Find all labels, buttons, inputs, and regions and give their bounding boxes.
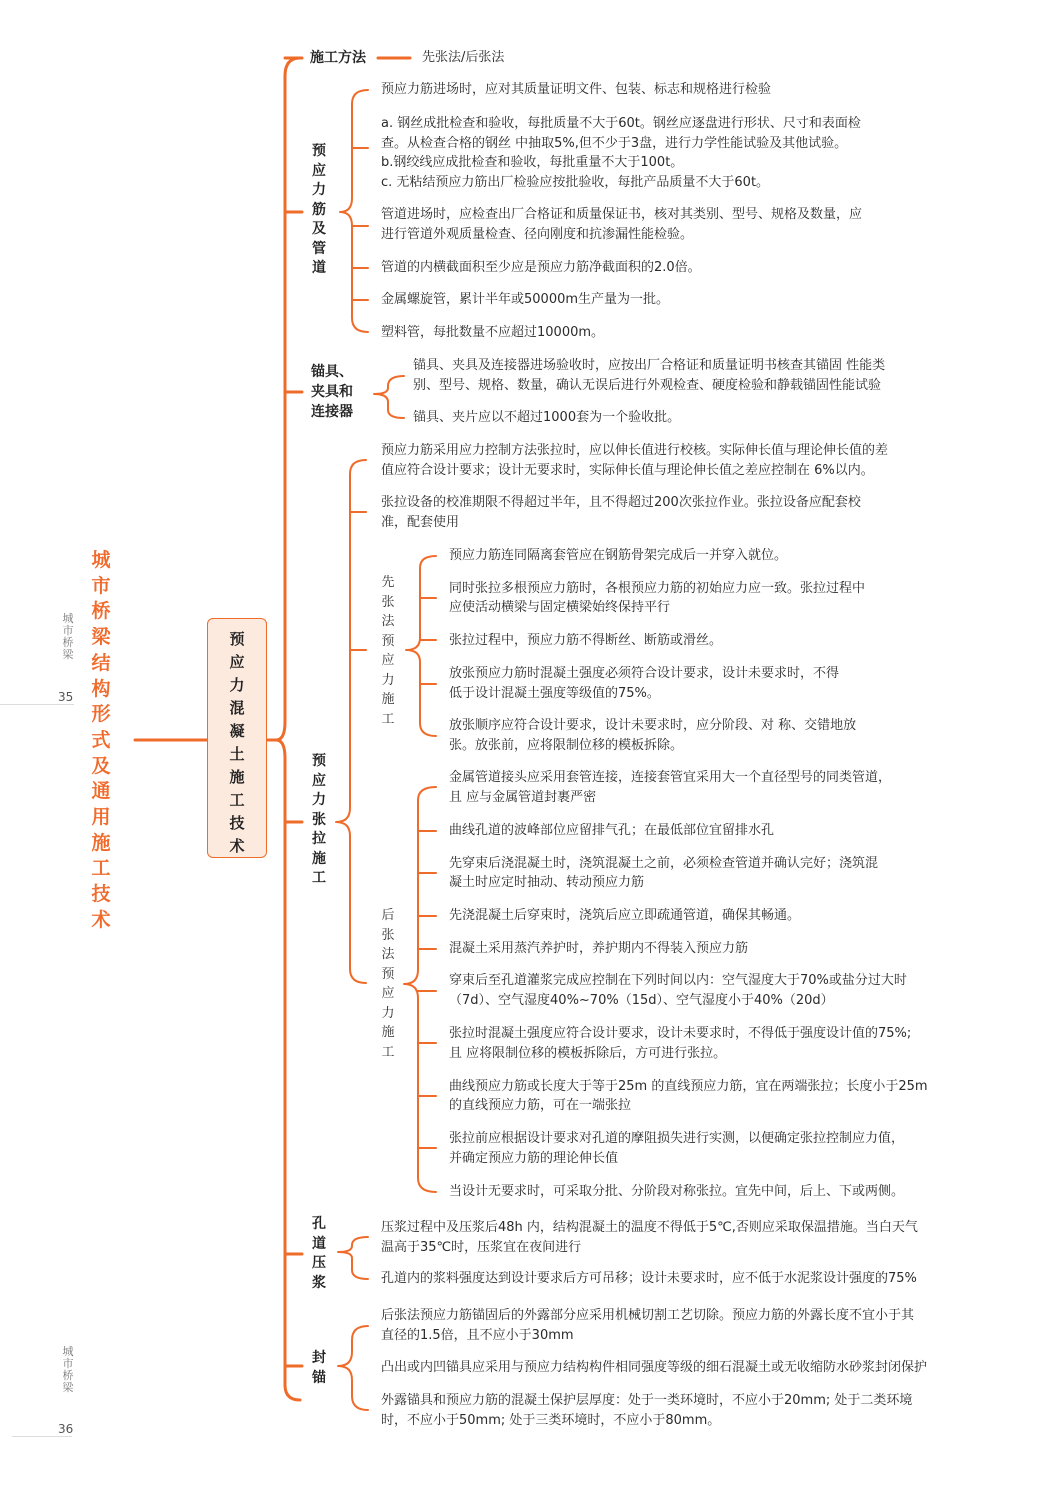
pre-tension-item: 同时张拉多根预应力筋时，各根预应力筋的初始应力应一致。张拉过程中 <box>449 581 866 596</box>
side-label-page36: 城市桥梁 <box>62 1345 74 1394</box>
sealing-item: 凸出或内凹锚具应采用与预应力结构构件相同强度等级的细石混凝土或无收缩防水砂浆封闭保护 <box>381 1360 928 1375</box>
sealing-item: 外露锚具和预应力筋的混凝土保护层厚度：处于一类环境时，不应小于20mm; 处于二类环境 <box>381 1393 913 1408</box>
pre-tension-item: 张。放张前，应将限制位移的模板拆除。 <box>449 738 684 753</box>
branch-label-grouting: 孔道压浆 <box>312 1216 326 1291</box>
grouting-bracket <box>338 1237 368 1279</box>
branch-label-method: 施工方法 <box>310 50 366 66</box>
sealing-item: 时，不应小于50mm; 处于三类环境时，不应小于80mm。 <box>381 1413 721 1428</box>
sealing-item: 后张法预应力筋锚固后的外露部分应采用机械切割工艺切除。预应力筋的外露长度不宜小于其 <box>381 1308 915 1323</box>
post-tension-item: 的直线预应力筋，可在一端张拉 <box>449 1098 632 1113</box>
post-tension-item: 当设计无要求时，可采取分批、分阶段对称张拉。宜先中间，后上、下或两侧。 <box>449 1184 905 1199</box>
pre-tension-item: 低于设计混凝土强度等级值的75%。 <box>449 686 660 701</box>
page-number-35: 35 <box>58 690 74 704</box>
post-bracket <box>404 787 436 1192</box>
tension-item: 预应力筋采用应力控制方法张拉时，应以伸长值进行校核。实际伸长值与理论伸长值的差 <box>381 443 889 458</box>
tension-item: 张拉设备的校准期限不得超过半年，且不得超过200次张拉作业。张拉设备应配套校 <box>381 495 861 510</box>
post-tension-item: 穿束后至孔道灌浆完成应控制在下列时间以内：空气湿度大于70%或盐分过大时 <box>449 973 907 988</box>
anchors-item: 锚具、夹具及连接器进场验收时，应按出厂合格证和质量证明书核查其锚固 性能类 <box>413 358 886 373</box>
tendons-item: 管道的内横截面积至少应是预应力筋净截面积的2.0倍。 <box>381 260 701 275</box>
branch-label-anchors-line3: 连接器 <box>311 404 353 420</box>
tendons-item: a. 钢丝成批检查和验收，每批质量不大于60t。钢丝应逐盘进行形状、尺寸和表面检 <box>381 116 861 131</box>
page-number-36: 36 <box>58 1422 74 1436</box>
post-tension-item: 张拉时混凝土强度应符合设计要求，设计未要求时，不得低于强度设计值的75%; <box>449 1026 912 1041</box>
main-bracket <box>276 58 300 1400</box>
root-title: 城市桥梁结构形式及通用施工技术 <box>91 549 111 931</box>
tendons-item: 塑料管，每批数量不应超过10000m。 <box>381 325 605 340</box>
tendons-item: 金属螺旋管，累计半年或50000m生产量为一批。 <box>381 292 670 307</box>
pre-bracket <box>406 556 436 736</box>
grouting-item: 温高于35℃时，压浆宜在夜间进行 <box>381 1240 582 1255</box>
anchors-item: 锚具、夹片应以不超过1000套为一个验收批。 <box>413 410 681 425</box>
pre-tension-item: 放张预应力筋时混凝土强度必须符合设计要求，设计未要求时，不得 <box>449 666 840 681</box>
pre-tension-item: 预应力筋连同隔离套管应在钢筋骨架完成后一并穿入就位。 <box>449 548 788 563</box>
post-tension-item: 张拉前应根据设计要求对孔道的摩阻损失进行实测，以便确定张拉控制应力值， <box>449 1131 905 1146</box>
tendons-item: 管道进场时，应检查出厂合格证和质量保证书，核对其类别、型号、规格及数量，应 <box>381 207 863 222</box>
post-tension-item: 先浇混凝土后穿束时，浇筑后应立即疏通管道，确保其畅通。 <box>449 908 801 923</box>
post-tension-item: 金属管道接头应采用套管连接，连接套管宜采用大一个直径型号的同类管道， <box>449 770 892 785</box>
post-tension-item: 并确定预应力筋的理论伸长值 <box>449 1151 619 1166</box>
tendons-item: 查。从检查合格的钢丝 中抽取5%,但不少于3盘，进行力学性能试验及其他试验。 <box>381 136 848 151</box>
pre-tension-item: 应使活动横梁与固定横梁始终保持平行 <box>449 600 671 615</box>
pre-tension-item: 张拉过程中，预应力筋不得断丝、断筋或滑丝。 <box>449 633 723 648</box>
sub-label-pre-tension: 先张法预应力施工 <box>381 575 395 727</box>
grouting-item: 压浆过程中及压浆后48h 内，结构混凝土的温度不得低于5℃,否则应采取保温措施。当白天气 <box>381 1220 918 1235</box>
post-tension-item: 曲线孔道的波峰部位应留排气孔；在最低部位宜留排水孔 <box>449 823 775 838</box>
grouting-item: 孔道内的浆料强度达到设计要求后方可吊移；设计未要求时，应不低于水泥浆设计强度的75% <box>381 1271 917 1286</box>
post-tension-item: 先穿束后浇混凝土时，浇筑混凝土之前，必须检查管道并确认完好；浇筑混 <box>449 856 879 871</box>
tendons-item: 预应力筋进场时，应对其质量证明文件、包装、标志和规格进行检验 <box>381 82 772 97</box>
sealing-item: 直径的1.5倍，且不应小于30mm <box>381 1328 574 1343</box>
branch-label-anchors-line1: 锚具、 <box>311 364 353 380</box>
method-item: 先张法/后张法 <box>422 50 505 65</box>
page36-divider <box>12 1436 72 1437</box>
branch-label-tension: 预应力张拉施工 <box>312 753 326 886</box>
tension-item: 值应符合设计要求；设计无要求时，实际伸长值与理论伸长值之差应控制在 6%以内。 <box>381 463 874 478</box>
sub-label-post-tension: 后张法预应力施工 <box>381 908 395 1060</box>
post-tension-item: 且 应将限制位移的模板拆除后，方可进行张拉。 <box>449 1046 727 1061</box>
anchors-item: 别、型号、规格、数量，确认无误后进行外观检查、硬度检验和静载锚固性能试验 <box>413 378 882 393</box>
tendons-bracket <box>340 90 368 332</box>
branch-label-tendons: 预应力筋及管道 <box>312 143 326 276</box>
anchors-bracket <box>374 376 404 418</box>
center-title: 预应力混凝土施工技术 <box>229 630 245 855</box>
tendons-item: b.钢绞线应成批检查和验收，每批重量不大于100t。 <box>381 155 684 170</box>
branch-label-anchors-line2: 夹具和 <box>311 384 353 400</box>
sealing-bracket <box>338 1326 368 1410</box>
tendons-item: c. 无粘结预应力筋出厂检验应按批验收，每批产品质量不大于60t。 <box>381 175 770 190</box>
side-label-page35: 城市桥梁 <box>62 612 74 661</box>
page35-divider <box>0 704 74 705</box>
pre-tension-item: 放张顺序应符合设计要求，设计未要求时，应分阶段、对 称、交错地放 <box>449 718 857 733</box>
post-tension-item: 凝土时应定时抽动、转动预应力筋 <box>449 875 645 890</box>
branch-label-sealing: 封锚 <box>312 1350 326 1386</box>
tendons-item: 进行管道外观质量检查、径向刚度和抗渗漏性能检验。 <box>381 227 694 242</box>
post-tension-item: （7d）、空气湿度40%~70%（15d）、空气湿度小于40%（20d） <box>449 993 834 1008</box>
tension-bracket <box>336 460 366 983</box>
post-tension-item: 混凝土采用蒸汽养护时，养护期内不得装入预应力筋 <box>449 941 749 956</box>
tension-item: 准，配套使用 <box>381 515 460 530</box>
post-tension-item: 且 应与金属管道封裹严密 <box>449 790 597 805</box>
post-tension-item: 曲线预应力筋或长度大于等于25m 的直线预应力筋，宜在两端张拉；长度小于25m <box>449 1079 928 1094</box>
